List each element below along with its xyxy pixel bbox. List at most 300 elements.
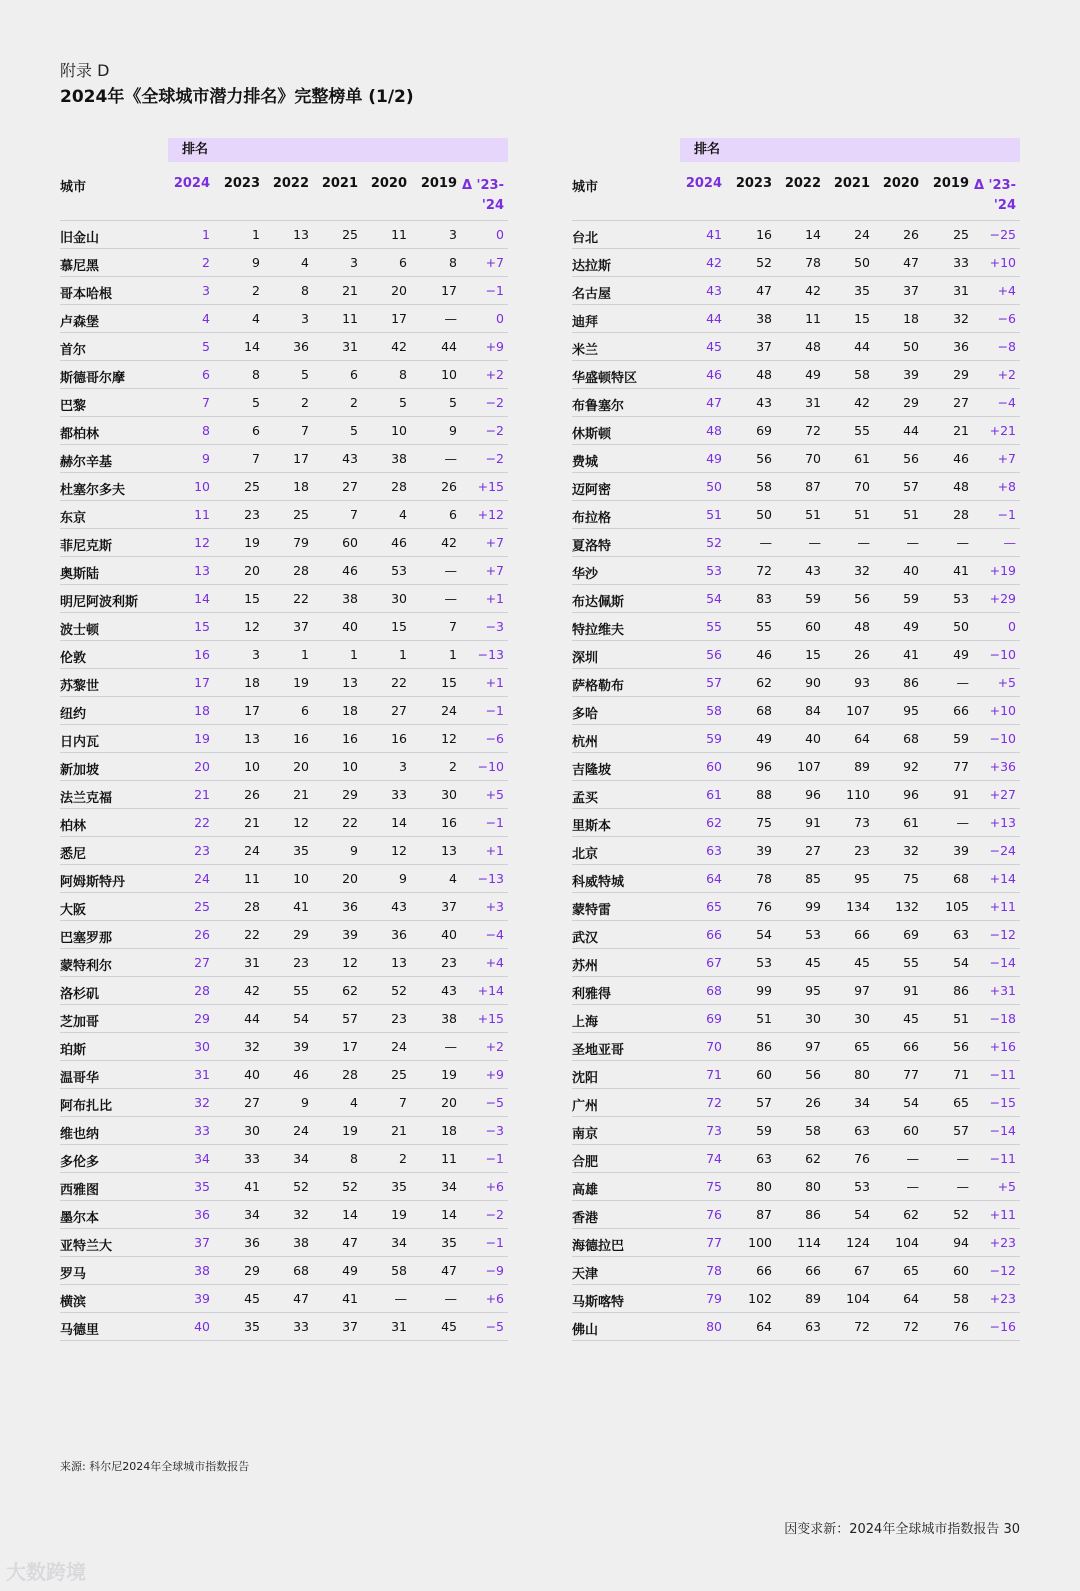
delta-column-header: Δ '23-'24 [461, 178, 504, 213]
city-name: 高雄 [572, 1183, 599, 1198]
year-column-header: 2020 [882, 176, 919, 191]
rank-cell: 25 [953, 227, 969, 242]
rank-2024-cell: 15 [194, 619, 210, 634]
table-row [572, 1005, 1020, 1033]
table-row [60, 333, 508, 361]
year-column-header: 2021 [833, 176, 870, 191]
table-row [572, 921, 1020, 949]
rank-cell: 9 [449, 423, 457, 438]
rank-cell: 46 [293, 1067, 309, 1082]
rank-cell: 1 [399, 647, 407, 662]
rank-cell: 95 [854, 871, 870, 886]
rank-cell: 51 [854, 507, 870, 522]
rank-cell: 35 [391, 1179, 407, 1194]
delta-cell: −1 [485, 815, 504, 830]
rank-cell: 14 [805, 227, 821, 242]
rank-cell: 44 [441, 339, 457, 354]
rank-cell: 94 [953, 1235, 969, 1250]
rank-2024-cell: 39 [194, 1291, 210, 1306]
rank-cell: 6 [449, 507, 457, 522]
rank-cell: 15 [244, 591, 260, 606]
rank-cell: 54 [293, 1011, 309, 1026]
rank-cell: 60 [903, 1123, 919, 1138]
rank-cell: 32 [244, 1039, 260, 1054]
table-row [572, 1061, 1020, 1089]
rank-cell: 46 [342, 563, 358, 578]
rank-cell: 17 [342, 1039, 358, 1054]
rank-cell: 2 [301, 395, 309, 410]
rank-cell: 65 [903, 1263, 919, 1278]
rank-cell: 2 [449, 759, 457, 774]
rank-cell: 27 [391, 703, 407, 718]
source-note: 来源: 科尔尼2024年全球城市指数报告 [60, 1460, 250, 1473]
table-row [572, 473, 1020, 501]
delta-cell: −1 [485, 1151, 504, 1166]
city-name: 苏黎世 [60, 679, 100, 694]
city-name: 珀斯 [60, 1043, 87, 1058]
rank-2024-cell: 53 [706, 563, 722, 578]
rank-cell: 86 [756, 1039, 772, 1054]
page-footer: 因变求新：2024年全球城市指数报告 30 [784, 1522, 1020, 1537]
city-column-header: 城市 [60, 180, 87, 195]
rank-cell: 3 [399, 759, 407, 774]
table-row [60, 725, 508, 753]
rank-cell: 24 [441, 703, 457, 718]
rank-cell: 31 [244, 955, 260, 970]
rank-2024-cell: 46 [706, 367, 722, 382]
delta-cell: +5 [997, 1179, 1016, 1194]
delta-cell: −9 [485, 1263, 504, 1278]
city-name: 休斯顿 [572, 427, 612, 442]
rank-cell: 107 [846, 703, 870, 718]
rank-cell: 42 [805, 283, 821, 298]
rank-cell: 53 [854, 1179, 870, 1194]
rank-cell: 26 [805, 1095, 821, 1110]
city-name: 横滨 [60, 1295, 87, 1310]
rank-cell: — [956, 1151, 969, 1166]
rank-cell: 99 [756, 983, 772, 998]
rank-2024-cell: 37 [194, 1235, 210, 1250]
rank-cell: 29 [953, 367, 969, 382]
table-row [572, 277, 1020, 305]
city-name: 利雅得 [572, 987, 612, 1002]
table-row [572, 501, 1020, 529]
rank-cell: 9 [399, 871, 407, 886]
rank-2024-cell: 28 [194, 983, 210, 998]
delta-cell: −14 [989, 955, 1016, 970]
delta-cell: −4 [997, 395, 1016, 410]
delta-cell: −16 [989, 1319, 1016, 1334]
delta-cell: +2 [485, 367, 504, 382]
rank-2024-cell: 59 [706, 731, 722, 746]
rank-2024-cell: 32 [194, 1095, 210, 1110]
delta-cell: +7 [485, 255, 504, 270]
rank-cell: 43 [391, 899, 407, 914]
rank-2024-cell: 75 [706, 1179, 722, 1194]
year-column-header: 2024 [685, 176, 722, 191]
rank-cell: 56 [854, 591, 870, 606]
delta-cell: −1 [997, 507, 1016, 522]
table-body [572, 220, 1020, 1341]
rank-cell: 6 [350, 367, 358, 382]
rank-2024-cell: 69 [706, 1011, 722, 1026]
rank-cell: 25 [244, 479, 260, 494]
table-row [572, 1285, 1020, 1313]
rank-cell: 69 [903, 927, 919, 942]
rank-cell: 12 [391, 843, 407, 858]
rank-2024-cell: 36 [194, 1207, 210, 1222]
rank-2024-cell: 10 [194, 479, 210, 494]
rank-cell: 39 [953, 843, 969, 858]
rank-cell: 1 [350, 647, 358, 662]
rank-cell: 19 [391, 1207, 407, 1222]
rank-cell: 32 [903, 843, 919, 858]
rank-cell: 57 [903, 479, 919, 494]
city-name: 旧金山 [60, 231, 100, 246]
rank-2024-cell: 47 [706, 395, 722, 410]
rank-cell: 30 [391, 591, 407, 606]
table-row [60, 473, 508, 501]
rank-cell: 67 [854, 1263, 870, 1278]
city-name: 里斯本 [572, 819, 612, 834]
rank-2024-cell: 8 [202, 423, 210, 438]
rank-cell: 28 [953, 507, 969, 522]
rank-cell: 71 [953, 1067, 969, 1082]
rank-2024-cell: 79 [706, 1291, 722, 1306]
rank-cell: 54 [953, 955, 969, 970]
delta-cell: +14 [477, 983, 504, 998]
delta-cell: +12 [477, 507, 504, 522]
table-row [60, 837, 508, 865]
rank-cell: — [956, 675, 969, 690]
table-row [572, 1145, 1020, 1173]
table-row [60, 1145, 508, 1173]
year-column-header: 2023 [223, 176, 260, 191]
delta-cell: +4 [485, 955, 504, 970]
rank-cell: 54 [854, 1207, 870, 1222]
rank-cell: 45 [903, 1011, 919, 1026]
rank-2024-cell: 73 [706, 1123, 722, 1138]
table-row [60, 1285, 508, 1313]
rank-cell: 68 [293, 1263, 309, 1278]
delta-cell: −11 [989, 1067, 1016, 1082]
rank-2024-cell: 45 [706, 339, 722, 354]
appendix-label: 附录 D [60, 61, 110, 80]
table-row [60, 1257, 508, 1285]
rank-cell: — [956, 535, 969, 550]
rank-cell: 60 [805, 619, 821, 634]
rank-cell: 23 [441, 955, 457, 970]
rank-cell: 41 [953, 563, 969, 578]
table-row [60, 949, 508, 977]
rank-cell: 96 [756, 759, 772, 774]
rank-cell: 12 [244, 619, 260, 634]
rank-cell: 48 [953, 479, 969, 494]
rank-cell: 51 [756, 1011, 772, 1026]
rank-cell: 51 [953, 1011, 969, 1026]
rank-cell: 20 [342, 871, 358, 886]
rank-2024-cell: 29 [194, 1011, 210, 1026]
city-name: 日内瓦 [60, 735, 100, 750]
rank-cell: 72 [854, 1319, 870, 1334]
rank-cell: — [394, 1291, 407, 1306]
rank-2024-cell: 40 [194, 1319, 210, 1334]
delta-cell: −15 [989, 1095, 1016, 1110]
rank-cell: 3 [301, 311, 309, 326]
city-name: 墨尔本 [60, 1211, 100, 1226]
city-name: 苏州 [572, 959, 599, 974]
rank-cell: 18 [441, 1123, 457, 1138]
city-name: 蒙特利尔 [60, 959, 113, 974]
rank-cell: 60 [756, 1067, 772, 1082]
rank-cell: 104 [846, 1291, 870, 1306]
delta-cell: +7 [485, 563, 504, 578]
rank-2024-cell: 27 [194, 955, 210, 970]
rank-header-band: 排名 [680, 138, 1020, 162]
rank-2024-cell: 9 [202, 451, 210, 466]
delta-cell: +36 [989, 759, 1016, 774]
rank-cell: 31 [953, 283, 969, 298]
rank-2024-cell: 51 [706, 507, 722, 522]
delta-cell: +3 [485, 899, 504, 914]
rank-2024-cell: 25 [194, 899, 210, 914]
rank-2024-cell: 13 [194, 563, 210, 578]
rank-2024-cell: 16 [194, 647, 210, 662]
rank-cell: 37 [903, 283, 919, 298]
rank-cell: 95 [805, 983, 821, 998]
rank-cell: 134 [846, 899, 870, 914]
rank-cell: 48 [854, 619, 870, 634]
rank-cell: 4 [301, 255, 309, 270]
year-column-header: 2023 [735, 176, 772, 191]
rank-2024-cell: 70 [706, 1039, 722, 1054]
rank-cell: 30 [805, 1011, 821, 1026]
rank-cell: 62 [903, 1207, 919, 1222]
rank-cell: 52 [293, 1179, 309, 1194]
rank-cell: 10 [441, 367, 457, 382]
rank-cell: 1 [252, 227, 260, 242]
rank-cell: 28 [244, 899, 260, 914]
rank-2024-cell: 55 [706, 619, 722, 634]
rank-cell: 5 [252, 395, 260, 410]
rank-2024-cell: 44 [706, 311, 722, 326]
rank-cell: 34 [391, 1235, 407, 1250]
rank-cell: 47 [342, 1235, 358, 1250]
rank-cell: 39 [342, 927, 358, 942]
rank-2024-cell: 42 [706, 255, 722, 270]
delta-cell: +23 [989, 1235, 1016, 1250]
delta-cell: 0 [1008, 619, 1016, 634]
delta-cell: 0 [496, 227, 504, 242]
city-name: 南京 [572, 1127, 599, 1142]
rank-cell: 52 [953, 1207, 969, 1222]
rank-cell: 34 [293, 1151, 309, 1166]
rank-cell: 4 [252, 311, 260, 326]
rank-cell: 55 [854, 423, 870, 438]
rank-cell: 42 [441, 535, 457, 550]
rank-cell: 66 [854, 927, 870, 942]
rank-cell: 32 [854, 563, 870, 578]
rank-cell: 40 [244, 1067, 260, 1082]
rank-cell: 105 [945, 899, 969, 914]
table-row [60, 1201, 508, 1229]
rank-cell: 36 [391, 927, 407, 942]
rank-cell: 34 [244, 1207, 260, 1222]
delta-cell: −3 [485, 619, 504, 634]
rank-cell: 16 [293, 731, 309, 746]
rank-cell: — [444, 1291, 457, 1306]
rank-cell: 68 [903, 731, 919, 746]
rank-cell: 66 [953, 703, 969, 718]
rank-2024-cell: 58 [706, 703, 722, 718]
rank-cell: — [808, 535, 821, 550]
year-column-header: 2019 [932, 176, 969, 191]
rank-cell: 60 [342, 535, 358, 550]
table-row [60, 1033, 508, 1061]
year-column-header: 2024 [173, 176, 210, 191]
rank-cell: 9 [350, 843, 358, 858]
rank-cell: 29 [244, 1263, 260, 1278]
rank-cell: 36 [244, 1235, 260, 1250]
delta-cell: +7 [485, 535, 504, 550]
city-name: 名古屋 [572, 287, 612, 302]
city-name: 北京 [572, 847, 599, 862]
rank-2024-cell: 48 [706, 423, 722, 438]
delta-cell: −25 [989, 227, 1016, 242]
rank-cell: 35 [244, 1319, 260, 1334]
rank-cell: 51 [903, 507, 919, 522]
rank-cell: 56 [805, 1067, 821, 1082]
rank-cell: 42 [854, 395, 870, 410]
rank-cell: 53 [805, 927, 821, 942]
delta-cell: +21 [989, 423, 1016, 438]
rank-cell: — [956, 1179, 969, 1194]
rank-2024-cell: 30 [194, 1039, 210, 1054]
delta-column-header: Δ '23-'24 [973, 178, 1016, 213]
rank-cell: 52 [391, 983, 407, 998]
rank-cell: 38 [756, 311, 772, 326]
rank-2024-cell: 24 [194, 871, 210, 886]
rank-2024-cell: 18 [194, 703, 210, 718]
rank-cell: 7 [449, 619, 457, 634]
rank-cell: 41 [903, 647, 919, 662]
city-name: 布拉格 [572, 511, 612, 526]
rank-cell: 73 [854, 815, 870, 830]
rank-cell: 15 [805, 647, 821, 662]
year-column-header: 2019 [420, 176, 457, 191]
rank-cell: 4 [449, 871, 457, 886]
rank-cell: 30 [244, 1123, 260, 1138]
table-row [572, 613, 1020, 641]
table-row [572, 837, 1020, 865]
rank-cell: 37 [441, 899, 457, 914]
rank-cell: 29 [903, 395, 919, 410]
city-name: 海德拉巴 [572, 1239, 625, 1254]
rank-cell: 62 [756, 675, 772, 690]
delta-cell: +23 [989, 1291, 1016, 1306]
city-name: 蒙特雷 [572, 903, 612, 918]
rank-cell: 16 [391, 731, 407, 746]
delta-cell: +14 [989, 871, 1016, 886]
rank-cell: 47 [293, 1291, 309, 1306]
rank-cell: 52 [756, 255, 772, 270]
rank-2024-cell: 49 [706, 451, 722, 466]
delta-cell: +29 [989, 591, 1016, 606]
rank-cell: — [444, 311, 457, 326]
table-row [572, 417, 1020, 445]
delta-cell: +9 [485, 339, 504, 354]
rank-cell: — [956, 815, 969, 830]
rank-cell: 87 [756, 1207, 772, 1222]
column-header-row [60, 176, 508, 221]
rank-cell: 5 [399, 395, 407, 410]
rank-2024-cell: 61 [706, 787, 722, 802]
rank-cell: 89 [805, 1291, 821, 1306]
rank-cell: 99 [805, 899, 821, 914]
rank-2024-cell: 54 [706, 591, 722, 606]
rank-cell: 40 [342, 619, 358, 634]
rank-cell: 10 [391, 423, 407, 438]
rank-cell: 3 [350, 255, 358, 270]
city-name: 上海 [572, 1015, 599, 1030]
delta-cell: +8 [997, 479, 1016, 494]
rank-cell: 37 [293, 619, 309, 634]
rank-cell: 27 [953, 395, 969, 410]
rank-cell: 17 [441, 283, 457, 298]
rank-cell: 76 [756, 899, 772, 914]
rank-cell: 57 [953, 1123, 969, 1138]
rank-cell: 5 [301, 367, 309, 382]
city-name: 马斯喀特 [572, 1295, 625, 1310]
city-name: 科威特城 [572, 875, 625, 890]
rank-cell: 15 [391, 619, 407, 634]
rank-cell: 18 [342, 703, 358, 718]
rank-cell: 25 [342, 227, 358, 242]
table-row [572, 389, 1020, 417]
delta-cell: +31 [989, 983, 1016, 998]
rank-cell: 35 [854, 283, 870, 298]
rank-cell: 62 [805, 1151, 821, 1166]
city-name: 布鲁塞尔 [572, 399, 625, 414]
rank-cell: 10 [244, 759, 260, 774]
city-name: 佛山 [572, 1323, 599, 1338]
rank-cell: 60 [953, 1263, 969, 1278]
rank-2024-cell: 74 [706, 1151, 722, 1166]
rank-2024-cell: 23 [194, 843, 210, 858]
rank-cell: 22 [342, 815, 358, 830]
rank-cell: 58 [391, 1263, 407, 1278]
rank-cell: 23 [391, 1011, 407, 1026]
delta-cell: −8 [997, 339, 1016, 354]
table-row [60, 921, 508, 949]
city-name: 费城 [572, 455, 599, 470]
rank-cell: 20 [441, 1095, 457, 1110]
city-name: 特拉维夫 [572, 623, 625, 638]
rank-cell: 13 [244, 731, 260, 746]
rank-cell: 20 [391, 283, 407, 298]
rank-cell: 50 [903, 339, 919, 354]
city-name: 吉隆坡 [572, 763, 612, 778]
rank-cell: 96 [805, 787, 821, 802]
rank-cell: 47 [756, 283, 772, 298]
delta-cell: +2 [997, 367, 1016, 382]
delta-cell: −2 [485, 395, 504, 410]
rank-cell: 5 [449, 395, 457, 410]
rank-cell: 18 [293, 479, 309, 494]
city-name: 台北 [572, 231, 599, 246]
city-name: 武汉 [572, 931, 599, 946]
rank-cell: 35 [293, 843, 309, 858]
